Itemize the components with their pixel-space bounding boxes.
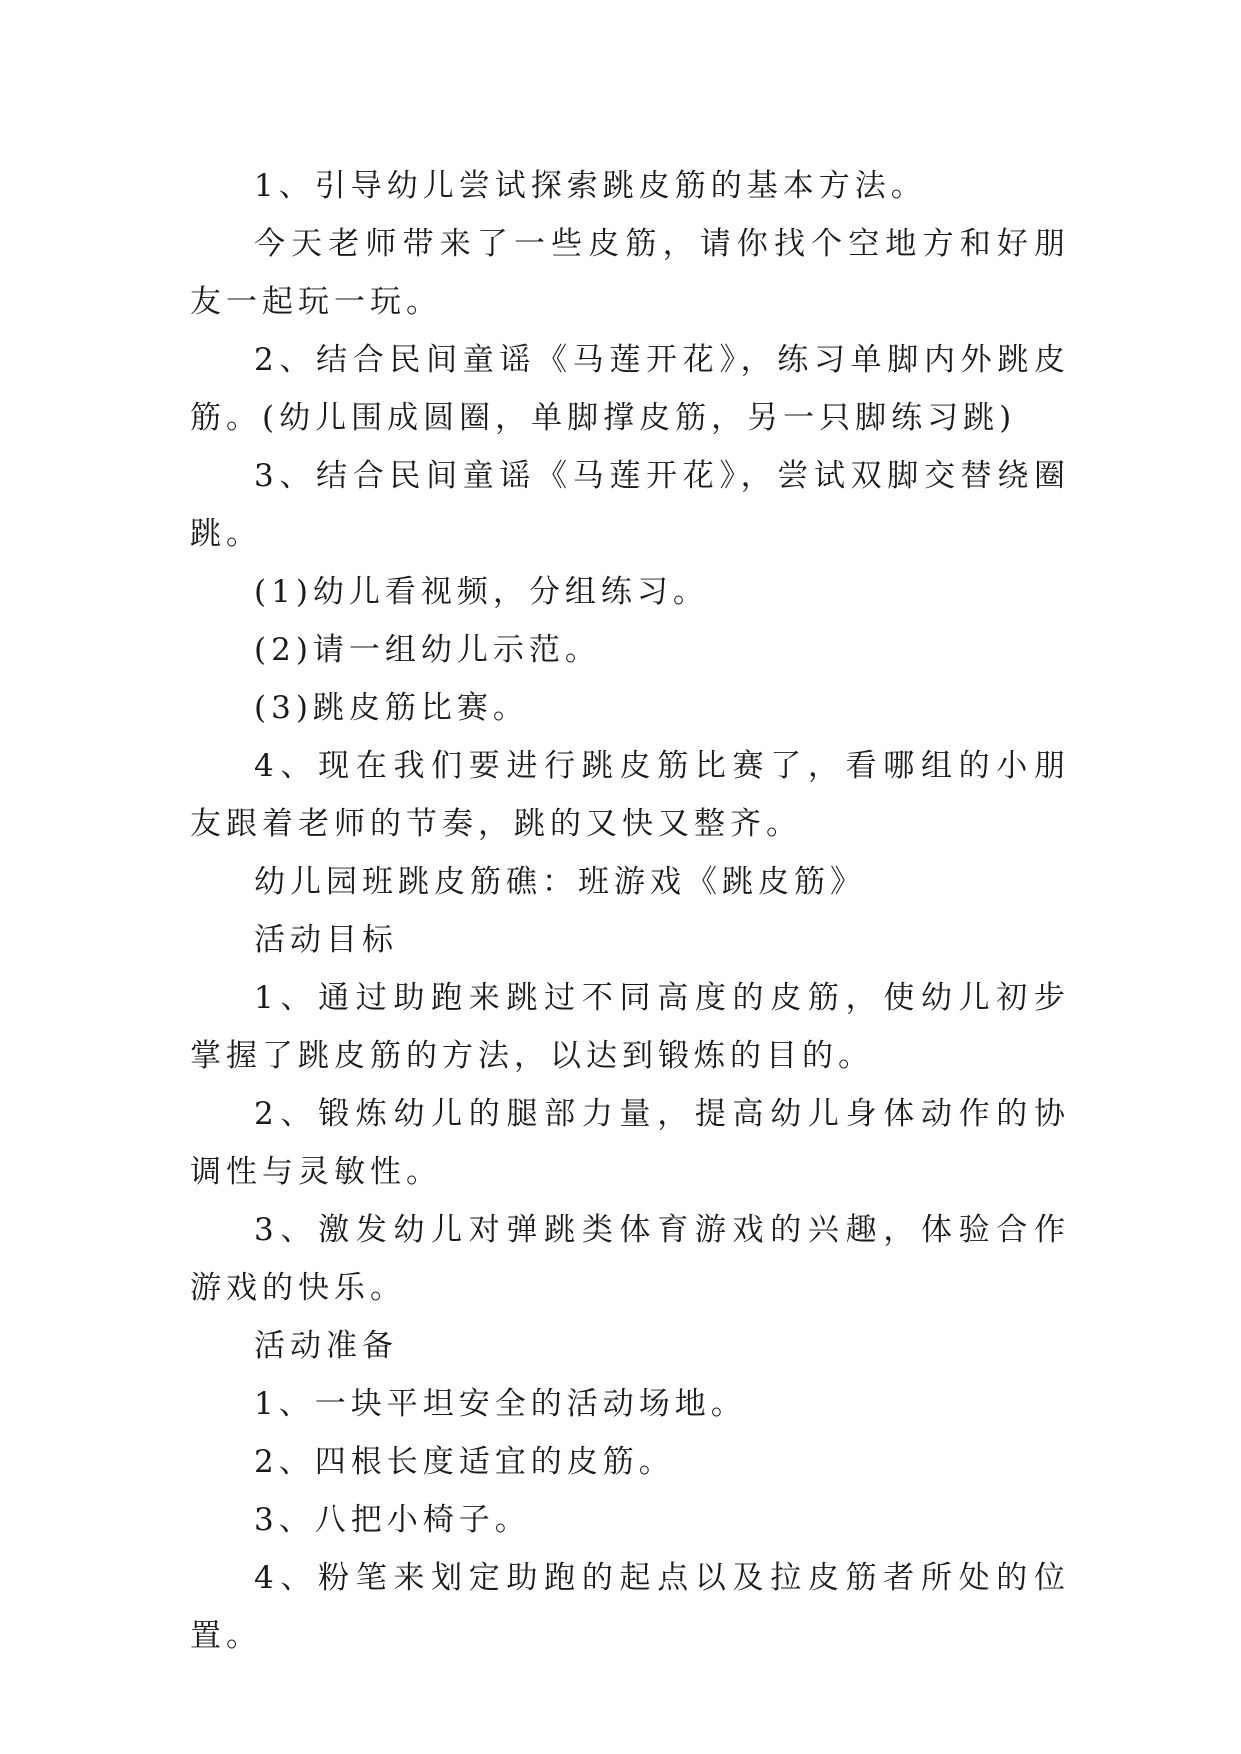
paragraph-substep-3: (3)跳皮筋比赛。 [254,690,529,726]
document-body [190,157,1070,1665]
paragraph-goal-3: 3、激发幼儿对弹跳类体育游戏的兴趣，体验合作游戏的快乐。 [190,1212,1070,1306]
section-heading-goals: 活动目标 [254,922,398,958]
paragraph-goal-2: 2、锻炼幼儿的腿部力量，提高幼儿身体动作的协调性与灵敏性。 [190,1096,1070,1190]
paragraph-step-1: 1、引导幼儿尝试探索跳皮筋的基本方法。 [254,168,927,204]
paragraph-prep-3: 3、八把小椅子。 [254,1502,531,1538]
paragraph-teacher-intro: 今天老师带来了一些皮筋，请你找个空地方和好朋友一起玩一玩。 [190,226,1070,320]
paragraph-step-2: 2、结合民间童谣《马莲开花》，练习单脚内外跳皮筋。(幼儿围成圆圈，单脚撑皮筋，另一只脚练习跳) [190,342,1070,436]
paragraph-prep-4: 4、粉笔来划定助跑的起点以及拉皮筋者所处的位置。 [190,1560,1070,1654]
paragraph-goal-1: 1、通过助跑来跳过不同高度的皮筋，使幼儿初步掌握了跳皮筋的方法，以达到锻炼的目的。 [190,980,1070,1074]
paragraph-step-3: 3、结合民间童谣《马莲开花》，尝试双脚交替绕圈跳。 [190,458,1070,552]
paragraph-substep-2: (2)请一组幼儿示范。 [254,632,601,668]
paragraph-prep-1: 1、一块平坦安全的活动场地。 [254,1386,747,1422]
paragraph-step-4: 4、现在我们要进行跳皮筋比赛了，看哪组的小朋友跟着老师的节奏，跳的又快又整齐。 [190,748,1070,842]
section-title-game: 幼儿园班跳皮筋礁：班游戏《跳皮筋》 [254,864,866,900]
paragraph-prep-2: 2、四根长度适宜的皮筋。 [254,1444,675,1480]
section-heading-preparation: 活动准备 [254,1328,398,1364]
paragraph-substep-1: (1)幼儿看视频，分组练习。 [254,574,709,610]
